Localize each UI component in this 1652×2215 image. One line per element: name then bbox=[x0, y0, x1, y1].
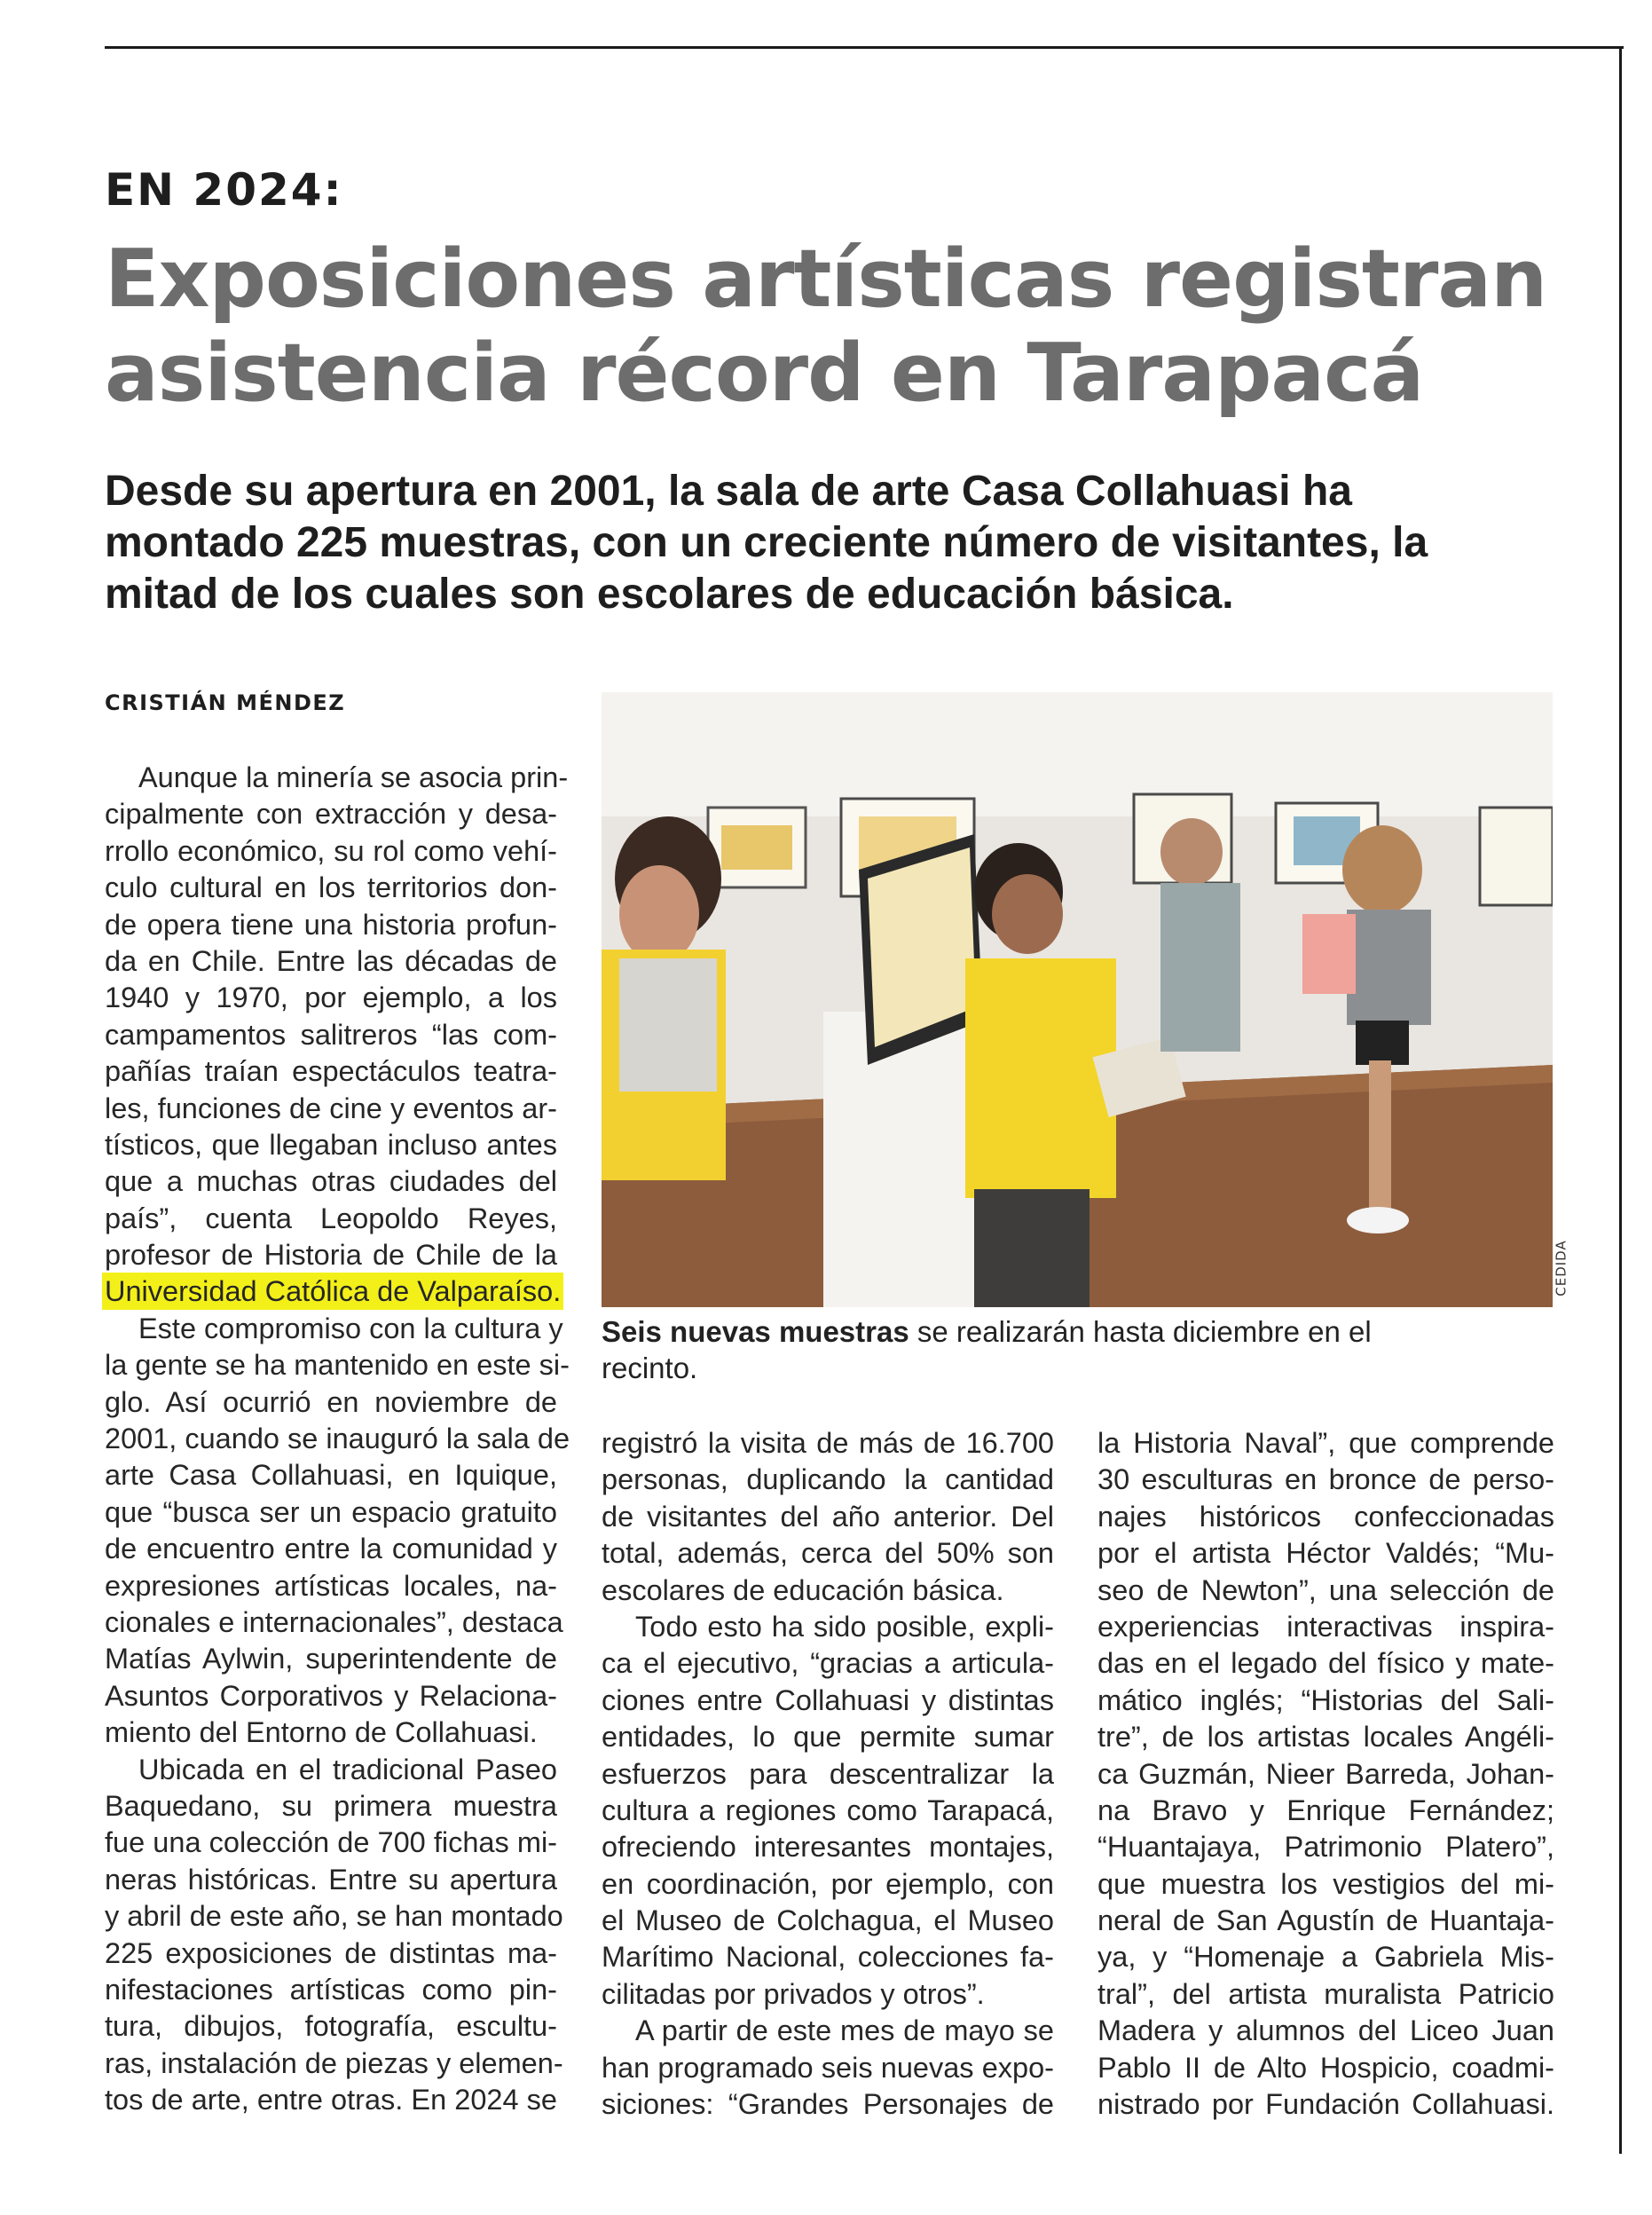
text-line: culo cultural en los territorios don- bbox=[105, 871, 557, 904]
text-line: expresiones artísticas locales, na- bbox=[105, 1569, 557, 1602]
text-line: experiencias interactivas inspira- bbox=[1097, 1610, 1554, 1643]
gallery-scene-illustration bbox=[602, 692, 1553, 1307]
text-line: cipalmente con extracción y desa- bbox=[105, 798, 557, 831]
text-line: país”, cuenta Leopoldo Reyes, bbox=[105, 1202, 557, 1234]
kicker: EN 2024: bbox=[105, 164, 343, 216]
text-line: najes históricos confeccionadas bbox=[1097, 1500, 1554, 1533]
text-line: 225 exposiciones de distintas ma- bbox=[105, 1936, 557, 1969]
headline-line: asistencia récord en Tarapacá bbox=[105, 327, 1424, 420]
text-line: que a muchas otras ciudades del bbox=[105, 1165, 557, 1198]
article-column-1 bbox=[105, 760, 570, 2118]
text-line: Pablo II de Alto Hospicio, coadmi- bbox=[1097, 2051, 1554, 2084]
text-line: das en el legado del físico y mate- bbox=[1097, 1647, 1554, 1680]
text-line: A partir de este mes de mayo se bbox=[635, 2014, 1054, 2047]
text-line: Asuntos Corporativos y Relaciona- bbox=[105, 1679, 557, 1712]
text-line: de opera tiene una historia profun- bbox=[105, 908, 557, 941]
highlighted-text-line bbox=[105, 1273, 562, 1310]
text-line: por el artista Héctor Valdés; “Mu- bbox=[1097, 1537, 1554, 1570]
text-line: la gente se ha mantenido en este si- bbox=[105, 1349, 570, 1382]
text-line: Ubicada en el tradicional Paseo bbox=[138, 1753, 557, 1785]
text-line: neral de San Agustín de Huantaja- bbox=[1097, 1904, 1554, 1937]
text-line: cionales e internacionales”, destaca bbox=[105, 1605, 563, 1638]
text-line: Aunque la minería se asocia prin- bbox=[138, 761, 569, 793]
text-line: nifestaciones artísticas como pin- bbox=[105, 1973, 557, 2006]
text-line: 2001, cuando se inauguró la sala de bbox=[105, 1423, 570, 1455]
text-line: mático inglés; “Historias del Sali- bbox=[1097, 1683, 1554, 1716]
headline-line: Exposiciones artísticas registran bbox=[105, 233, 1547, 326]
text-line: cultura a regiones como Tarapacá, bbox=[602, 1793, 1054, 1826]
text-line: que “busca ser un espacio gratuito bbox=[105, 1495, 557, 1528]
text-line: pañías traían espectáculos teatra- bbox=[105, 1055, 557, 1088]
text-line: en coordinación, por ejemplo, con bbox=[602, 1867, 1054, 1900]
text-line: el Museo de Colchagua, el Museo bbox=[602, 1904, 1054, 1937]
byline: CRISTIÁN MÉNDEZ bbox=[105, 690, 346, 715]
text-line: 30 esculturas en bronce de perso- bbox=[1097, 1463, 1554, 1496]
text-line: Marítimo Nacional, colecciones fa- bbox=[602, 1941, 1054, 1974]
text-line: siciones: “Grandes Personajes de bbox=[602, 2088, 1054, 2121]
text-line: profesor de Historia de Chile de la bbox=[105, 1239, 557, 1272]
text-line: fue una colección de 700 fichas mi- bbox=[105, 1826, 557, 1859]
text-line: neras históricas. Entre su apertura bbox=[105, 1863, 557, 1896]
text-line: de encuentro entre la comunidad y bbox=[105, 1533, 557, 1565]
text-line: ras, instalación de piezas y elemen- bbox=[105, 2046, 563, 2079]
text-line: esfuerzos para descentralizar la bbox=[602, 1757, 1054, 1790]
text-line: escolares de educación básica. bbox=[602, 1573, 1004, 1606]
text-line: Todo esto ha sido posible, expli- bbox=[635, 1610, 1054, 1643]
text-line: tísticos, que llegaban incluso antes bbox=[105, 1128, 557, 1161]
text-line: les, funciones de cine y eventos ar- bbox=[105, 1092, 557, 1124]
text-line: que muestra los vestigios del mi- bbox=[1097, 1867, 1554, 1900]
deck-line: mitad de los cuales son escolares de educación básica. bbox=[105, 571, 1234, 618]
text-line: campamentos salitreros “las com- bbox=[105, 1018, 557, 1051]
text-line: de visitantes del año anterior. Del bbox=[602, 1500, 1054, 1533]
deck-line: Desde su apertura en 2001, la sala de arte Casa Collahuasi ha bbox=[105, 468, 1352, 515]
right-column-rule bbox=[1619, 46, 1622, 2154]
text-line: tral”, del artista muralista Patricio bbox=[1097, 1977, 1554, 2010]
text-line: glo. Así ocurrió en noviembre de bbox=[105, 1385, 557, 1418]
deck-line: montado 225 muestras, con un creciente número de visitantes, la bbox=[105, 519, 1428, 566]
text-line: ca el ejecutivo, “gracias a articula- bbox=[602, 1647, 1054, 1680]
text-line: Madera y alumnos del Liceo Juan bbox=[1097, 2014, 1554, 2047]
text-line: la Historia Naval”, que comprende bbox=[1097, 1427, 1554, 1459]
article-column-3 bbox=[1097, 1425, 1554, 2123]
text-line: han programado seis nuevas expo- bbox=[602, 2051, 1054, 2084]
text-line: miento del Entorno de Collahuasi. bbox=[105, 1716, 538, 1749]
text-line: entidades, lo que permite sumar bbox=[602, 1721, 1054, 1754]
text-line: 1940 y 1970, por ejemplo, a los bbox=[105, 981, 557, 1014]
text-line: na Bravo y Enrique Fernández; bbox=[1097, 1793, 1554, 1826]
text-line: Matías Aylwin, superintendente de bbox=[105, 1643, 557, 1675]
text-line: y abril de este año, se han montado bbox=[105, 1900, 563, 1933]
text-line: ciones entre Collahuasi y distintas bbox=[602, 1683, 1054, 1716]
text-line: rrollo económico, su rol como vehí- bbox=[105, 834, 557, 867]
caption-text: se realizarán hasta diciembre en el bbox=[909, 1315, 1372, 1348]
text-line: personas, duplicando la cantidad bbox=[602, 1463, 1054, 1496]
text-line: ofreciendo interesantes montajes, bbox=[602, 1831, 1054, 1864]
text-line: tos de arte, entre otras. En 2024 se bbox=[105, 2084, 557, 2116]
text-line: ya, y “Homenaje a Gabriela Mis- bbox=[1097, 1941, 1554, 1974]
text-line: tura, dibujos, fotografía, escultu- bbox=[105, 2010, 557, 2043]
photo-credit: CEDIDA bbox=[1553, 1240, 1569, 1297]
caption-text: recinto. bbox=[602, 1352, 698, 1384]
text-line: seo de Newton”, una selección de bbox=[1097, 1573, 1554, 1606]
caption-lead: Seis nuevas muestras bbox=[602, 1315, 909, 1348]
deck-subheadline bbox=[105, 466, 1613, 620]
text-line: Baquedano, su primera muestra bbox=[105, 1789, 557, 1822]
article-photo bbox=[602, 692, 1553, 1307]
text-line: da en Chile. Entre las décadas de bbox=[105, 944, 557, 977]
text-line: registró la visita de más de 16.700 bbox=[602, 1427, 1054, 1459]
text-line: “Huantajaya, Patrimonio Platero”, bbox=[1097, 1831, 1554, 1864]
text-line: nistrado por Fundación Collahuasi. bbox=[1097, 2088, 1554, 2121]
headline bbox=[105, 233, 1613, 421]
text-line: total, además, cerca del 50% son bbox=[602, 1537, 1054, 1570]
highlight-marker: Universidad Católica de Valparaíso. bbox=[105, 1275, 562, 1308]
text-line: cilitadas por privados y otros”. bbox=[602, 1977, 985, 2010]
text-line: arte Casa Collahuasi, en Iquique, bbox=[105, 1459, 557, 1492]
photo-caption bbox=[602, 1313, 1560, 1386]
text-line: ca Guzmán, Nieer Barreda, Johan- bbox=[1097, 1757, 1554, 1790]
article-column-2 bbox=[602, 1425, 1054, 2123]
text-line: tre”, de los artistas locales Angéli- bbox=[1097, 1721, 1554, 1754]
text-line: Este compromiso con la cultura y bbox=[138, 1312, 563, 1344]
top-rule bbox=[105, 46, 1624, 49]
